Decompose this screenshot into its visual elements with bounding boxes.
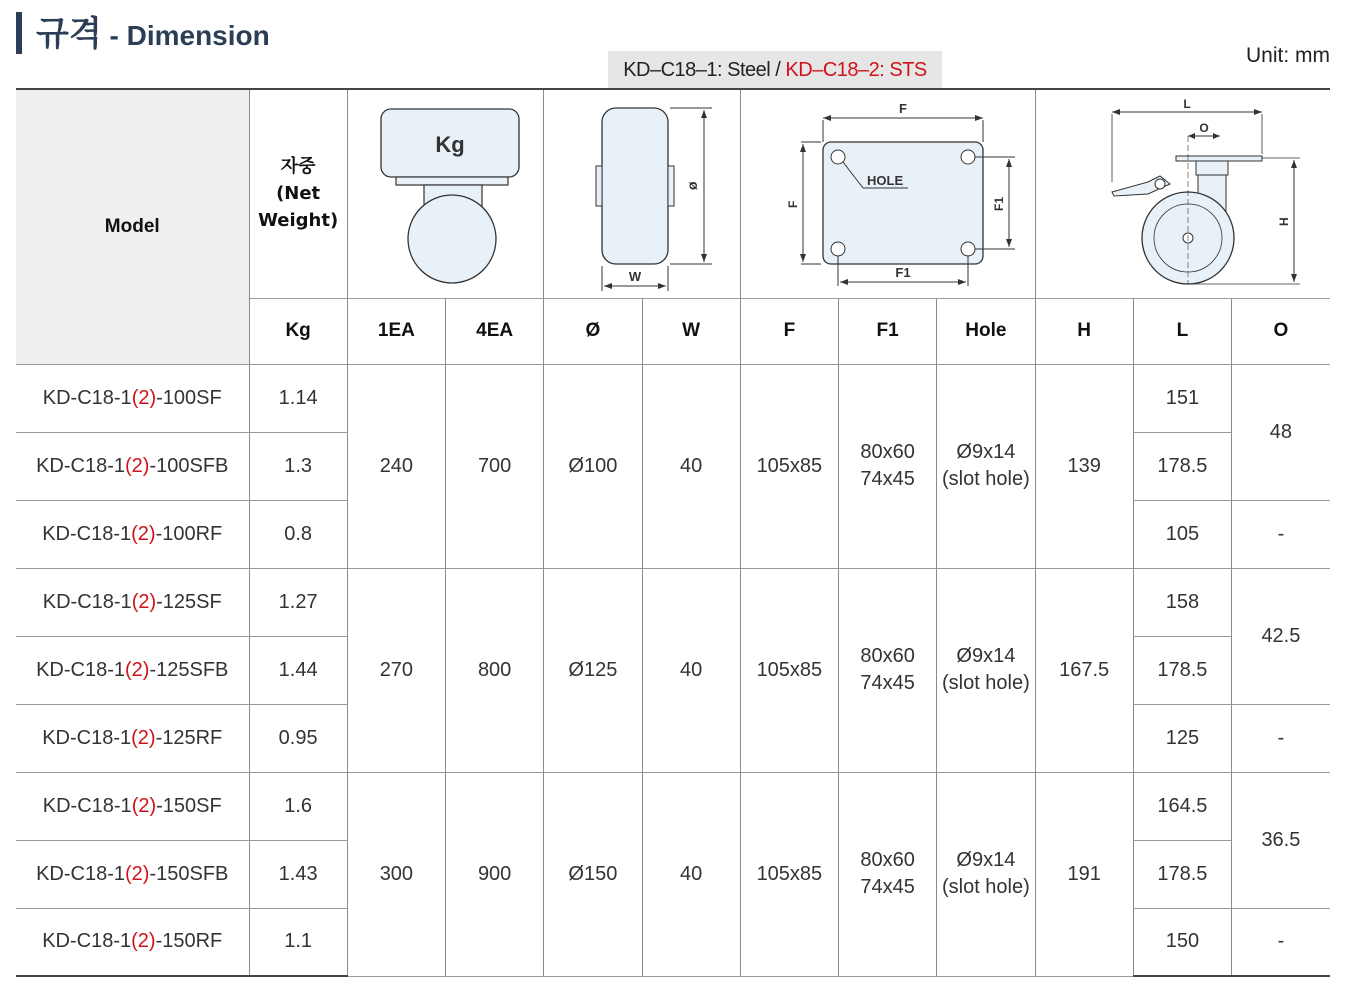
load-capacity-diagram <box>347 89 544 298</box>
kg-box-label: Kg <box>434 131 465 157</box>
o-cell: 48 <box>1232 364 1330 500</box>
caster-side-diagram-icon <box>1048 96 1318 291</box>
f-side-label: F <box>785 200 800 209</box>
f1-side-label: F1 <box>991 197 1006 212</box>
kg-cell: 1.3 <box>249 432 347 500</box>
hole-label: HOLE <box>866 173 903 189</box>
o-cell: 36.5 <box>1232 772 1330 908</box>
page-title-english: Dimension <box>126 20 270 51</box>
f-top-label: F <box>898 101 907 117</box>
l-cell: 151 <box>1133 364 1231 432</box>
diameter-cell: Ø150 <box>544 772 642 976</box>
model-cell: KD-C18-1(2)-150SF <box>16 772 249 840</box>
wheel-side-diagram-icon <box>552 96 732 291</box>
diameter-cell: Ø100 <box>544 364 642 568</box>
header-4ea: 4EA <box>446 298 544 364</box>
kg-cell: 1.6 <box>249 772 347 840</box>
kg-cell: 0.95 <box>249 704 347 772</box>
weight-header <box>249 89 347 298</box>
model-header: Model <box>16 89 249 364</box>
header-l: L <box>1133 298 1231 364</box>
table-row <box>16 364 1351 432</box>
ea4-cell: 700 <box>446 364 544 568</box>
page-title <box>36 6 270 55</box>
w-cell: 40 <box>642 772 740 976</box>
o-cell: - <box>1232 908 1330 976</box>
kg-cell: 1.44 <box>249 636 347 704</box>
h-cell: 191 <box>1035 772 1133 976</box>
f-cell: 105x85 <box>740 568 838 772</box>
l-cell: 178.5 <box>1133 840 1231 908</box>
weight-header-korean: 자중 <box>280 156 316 178</box>
ea4-cell: 800 <box>446 568 544 772</box>
diameter-cell: Ø125 <box>544 568 642 772</box>
header-1ea: 1EA <box>347 298 445 364</box>
weight-header-english-1: (Net <box>276 183 321 205</box>
header-o: O <box>1232 298 1330 364</box>
f1-cell: 80x60 74x45 <box>839 772 937 976</box>
l-cell: 158 <box>1133 568 1231 636</box>
l-cell: 164.5 <box>1133 772 1231 840</box>
w-cell: 40 <box>642 568 740 772</box>
ea1-cell: 240 <box>347 364 445 568</box>
title-accent-bar <box>16 12 22 54</box>
f-cell: 105x85 <box>740 364 838 568</box>
unit-label: Unit: mm <box>1246 44 1330 67</box>
o-cell: - <box>1232 500 1330 568</box>
h-cell: 139 <box>1035 364 1133 568</box>
hole-cell: Ø9x14 (slot hole) <box>937 772 1035 976</box>
model-cell: KD-C18-1(2)-125SFB <box>16 636 249 704</box>
dimension-table-body <box>16 364 1351 976</box>
o-label: O <box>1198 121 1209 136</box>
l-cell: 150 <box>1133 908 1231 976</box>
kg-cell: 0.8 <box>249 500 347 568</box>
l-label: L <box>1182 97 1191 112</box>
header-w: W <box>642 298 740 364</box>
material-sts: KD–C18–2: STS <box>785 59 927 81</box>
ea1-cell: 270 <box>347 568 445 772</box>
model-cell: KD-C18-1(2)-125RF <box>16 704 249 772</box>
h-label: H <box>1276 217 1291 227</box>
w-label: W <box>628 269 642 285</box>
model-cell: KD-C18-1(2)-125SF <box>16 568 249 636</box>
table-row <box>16 568 1351 636</box>
header-diameter: Ø <box>544 298 642 364</box>
l-cell: 125 <box>1133 704 1231 772</box>
l-cell: 178.5 <box>1133 636 1231 704</box>
f1-cell: 80x60 74x45 <box>839 568 937 772</box>
model-cell: KD-C18-1(2)-150SFB <box>16 840 249 908</box>
o-cell: 42.5 <box>1232 568 1330 704</box>
l-cell: 105 <box>1133 500 1231 568</box>
model-cell: KD-C18-1(2)-100RF <box>16 500 249 568</box>
mounting-plate-diagram-icon <box>753 96 1023 291</box>
header-f1: F1 <box>839 298 937 364</box>
f-cell: 105x85 <box>740 772 838 976</box>
header-h: H <box>1035 298 1133 364</box>
f1-bottom-label: F1 <box>895 265 911 281</box>
w-cell: 40 <box>642 364 740 568</box>
caster-side-diagram <box>1035 89 1330 298</box>
table-row <box>16 772 1351 840</box>
l-cell: 178.5 <box>1133 432 1231 500</box>
hole-cell: Ø9x14 (slot hole) <box>937 364 1035 568</box>
material-steel: KD–C18–1: Steel / <box>623 59 786 81</box>
model-cell: KD-C18-1(2)-100SF <box>16 364 249 432</box>
phi-label: ø <box>684 181 700 191</box>
kg-cell: 1.1 <box>249 908 347 976</box>
dimension-table <box>16 88 1351 977</box>
model-cell: KD-C18-1(2)-100SFB <box>16 432 249 500</box>
wheel-side-diagram <box>544 89 741 298</box>
load-capacity-diagram-icon <box>356 99 536 289</box>
header-f: F <box>740 298 838 364</box>
hole-cell: Ø9x14 (slot hole) <box>937 568 1035 772</box>
material-legend <box>608 51 942 89</box>
model-cell: KD-C18-1(2)-150RF <box>16 908 249 976</box>
header-hole: Hole <box>937 298 1035 364</box>
o-cell: - <box>1232 704 1330 772</box>
kg-cell: 1.43 <box>249 840 347 908</box>
page-title-korean: 규격 <box>36 14 102 54</box>
h-cell: 167.5 <box>1035 568 1133 772</box>
weight-header-english-2: Weight) <box>258 210 339 232</box>
ea4-cell: 900 <box>446 772 544 976</box>
f1-cell: 80x60 74x45 <box>839 364 937 568</box>
page-title-separator: - <box>101 20 127 51</box>
kg-cell: 1.27 <box>249 568 347 636</box>
header-kg: Kg <box>249 298 347 364</box>
ea1-cell: 300 <box>347 772 445 976</box>
kg-cell: 1.14 <box>249 364 347 432</box>
mounting-plate-diagram <box>740 89 1035 298</box>
